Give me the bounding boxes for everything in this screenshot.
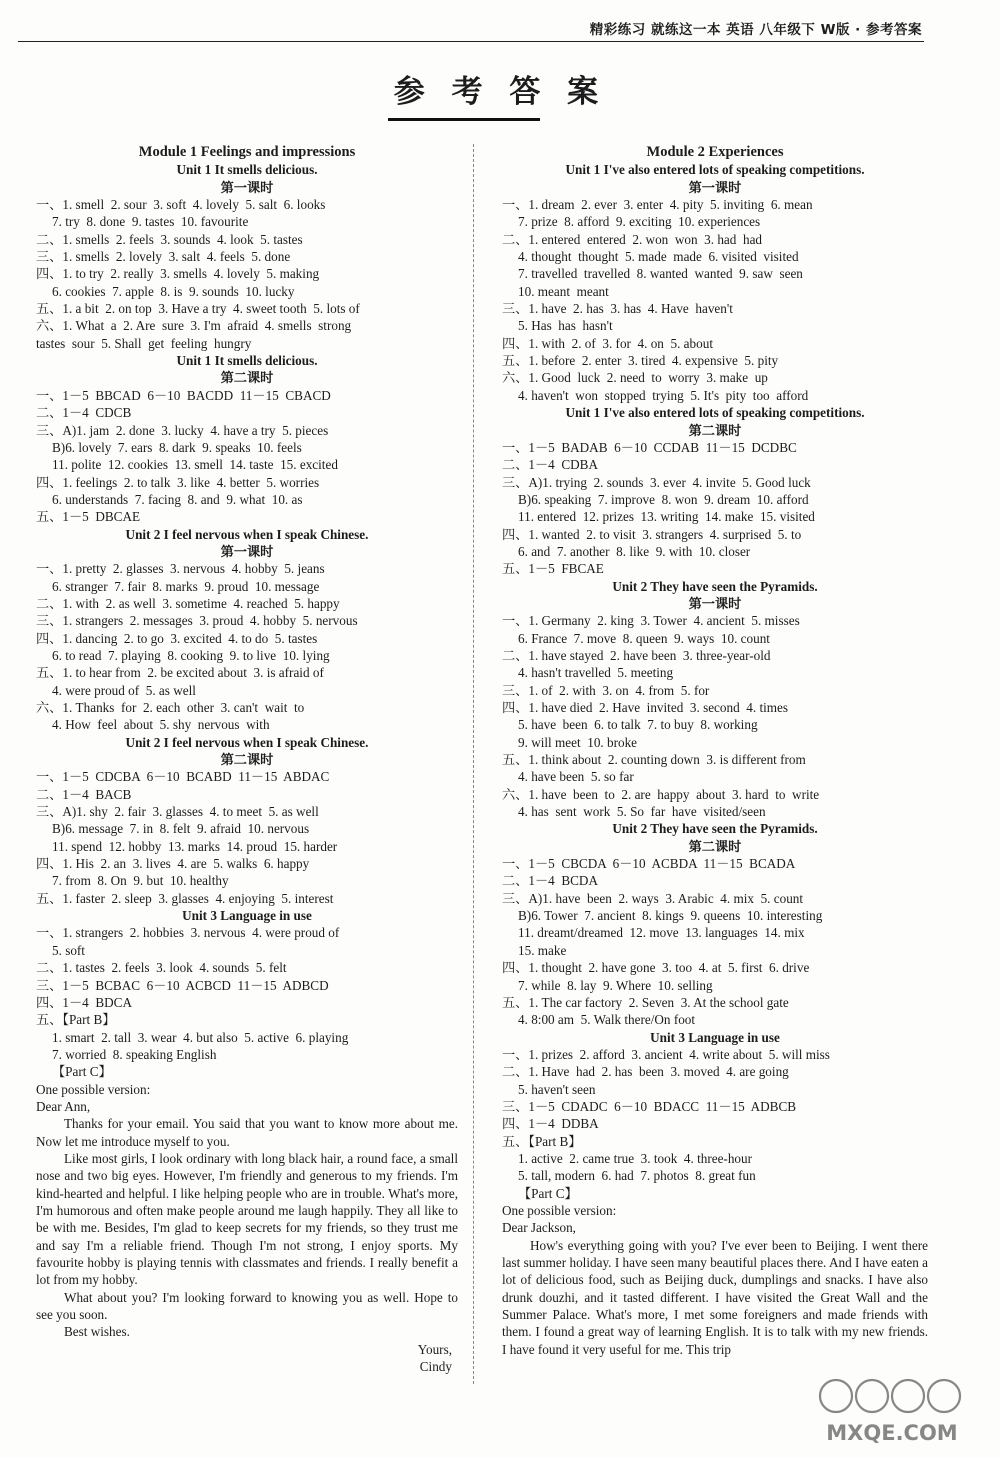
answer-line: 【Part C】	[518, 1185, 578, 1201]
answer-line: Dear Ann,	[36, 1098, 91, 1114]
answer-line: 10. meant meant	[518, 283, 609, 299]
answer-line: 五、1－5 FBCAE	[502, 561, 604, 577]
answer-line: 4. hasn't travelled 5. meeting	[518, 665, 674, 681]
answer-line: 一、1. prizes 2. afford 3. ancient 4. write about 5. will miss	[502, 1046, 830, 1062]
answer-line: 四、1. have died 2. Have invited 3. second 4. times	[502, 700, 789, 715]
section-heading: 第二课时	[220, 370, 274, 386]
answer-line: 三、1. smells 2. lovely 3. salt 4. feels 5. done	[36, 249, 291, 265]
answer-line: 三、1. of 2. with 3. on 4. from 5. for	[502, 682, 710, 698]
answer-line: 5. have been 6. to talk 7. to buy 8. working	[518, 717, 758, 733]
answer-line: 五、1. The car factory 2. Seven 3. At the school gate	[502, 994, 789, 1010]
section-heading: Module 2 Experiences	[646, 144, 784, 160]
answer-line: 1. active 2. came true 3. took 4. three-hour	[518, 1150, 752, 1166]
answer-line: 4. thought thought 5. made made 6. visited visited	[518, 249, 799, 265]
section-heading: 第一课时	[220, 543, 274, 559]
section-heading: Unit 3 Language in use	[182, 908, 312, 924]
answer-line: 五、1. before 2. enter 3. tired 4. expensive 5. pity	[502, 353, 779, 369]
section-heading: Unit 3 Language in use	[650, 1029, 780, 1045]
answer-line: 5. tall, modern 6. had 7. photos 8. great fun	[518, 1168, 756, 1184]
section-heading: 第二课时	[688, 838, 742, 854]
answer-line: 二、1. with 2. as well 3. sometime 4. reached 5. happy	[36, 595, 340, 611]
answer-line: B)6. lovely 7. ears 8. dark 9. speaks 10. feels	[52, 439, 302, 455]
section-heading: Unit 1 It smells delicious.	[176, 162, 318, 178]
answer-line: 4. How feel about 5. shy nervous with	[52, 717, 270, 733]
answer-line: 6. cookies 7. apple 8. is 9. sounds 10. lucky	[52, 283, 295, 299]
answer-line: 四、1. to try 2. really 3. smells 4. lovely 5. making	[36, 266, 320, 282]
answer-line: 6. France 7. move 8. queen 9. ways 10. count	[518, 630, 770, 646]
answer-line: 五、【Part B】	[36, 1012, 116, 1028]
answer-line: 五、1－5 DBCAE	[36, 509, 141, 525]
answer-line: 1. smart 2. tall 3. wear 4. but also 5. active 6. playing	[52, 1029, 349, 1045]
answer-line: 五、【Part B】	[502, 1133, 582, 1149]
answer-line: 三、1－5 CDADC 6－10 BDACC 11－15 ADBCB	[502, 1098, 797, 1114]
section-heading: Unit 2 I feel nervous when I speak Chinese.	[125, 526, 369, 542]
answer-line: 一、1. smell 2. sour 3. soft 4. lovely 5. salt 6. looks	[36, 197, 326, 213]
answer-line: 11. polite 12. cookies 13. smell 14. taste 15. excited	[52, 457, 338, 473]
answer-line: tastes sour 5. Shall get feeling hungry	[36, 335, 252, 351]
answer-line: 五、1. to hear from 2. be excited about 3. is afraid of	[36, 665, 324, 681]
answer-line: 11. dreamt/dreamed 12. move 13. languages 14. mix	[518, 925, 805, 941]
section-heading: 第二课时	[688, 422, 742, 438]
left-column	[36, 144, 458, 1375]
answer-line: 一、1. Germany 2. king 3. Tower 4. ancient 5. misses	[502, 613, 800, 629]
answer-line: 4. were proud of 5. as well	[52, 682, 196, 698]
answer-line: 四、1. His 2. an 3. lives 4. are 5. walks 6. happy	[36, 856, 310, 872]
answer-line: One possible version:	[502, 1202, 617, 1218]
answer-line: 四、1. with 2. of 3. for 4. on 5. about	[502, 335, 713, 351]
essay-paragraph: What about you? I'm looking forward to knowing you as well. Hope to see you soon.	[36, 1289, 458, 1323]
answer-line: 7. travelled travelled 8. wanted wanted 9. saw seen	[518, 266, 803, 282]
answer-line: 一、1－5 BADAB 6－10 CCDAB 11－15 DCDBC	[502, 439, 797, 455]
section-heading: Unit 2 They have seen the Pyramids.	[612, 578, 818, 594]
answer-line: 二、1－4 BACB	[36, 786, 132, 802]
right-column	[502, 144, 928, 1358]
answer-line: 二、1. Have had 2. has been 3. moved 4. are going	[502, 1064, 789, 1080]
header-rule	[18, 41, 924, 42]
answer-line: 11. spend 12. hobby 13. marks 14. proud 15. harder	[52, 838, 338, 854]
answer-line: 4. haven't won stopped trying 5. It's pity too afford	[518, 387, 809, 403]
page-title: 参 考 答 案	[393, 74, 607, 110]
answer-line: 二、1－4 CDCB	[36, 405, 132, 421]
answer-line: 5. soft	[52, 942, 85, 958]
answer-line: Dear Jackson,	[502, 1220, 576, 1236]
section-heading: Module 1 Feelings and impressions	[138, 144, 356, 160]
answer-line: B)6. Tower 7. ancient 8. kings 9. queens 10. interesting	[518, 908, 823, 924]
answer-line: 五、1. a bit 2. on top 3. Have a try 4. sweet tooth 5. lots of	[36, 301, 360, 317]
answer-line: B)6. message 7. in 8. felt 9. afraid 10. nervous	[52, 821, 310, 837]
answer-line: 一、1－5 BBCAD 6－10 BACDD 11－15 CBACD	[36, 387, 331, 403]
answer-line: 四、1－4 DDBA	[502, 1116, 599, 1132]
essay-paragraph: Thanks for your email. You said that you want to know more about me. Now let me introduce myself to you.	[36, 1116, 458, 1149]
answer-line: 6. stranger 7. fair 8. marks 9. proud 10. message	[52, 578, 320, 594]
answer-line: 6. and 7. another 8. like 9. with 10. closer	[518, 543, 751, 559]
svg-text:MXQE.COM: MXQE.COM	[826, 1421, 958, 1445]
answer-line: 六、1. Good luck 2. need to worry 3. make up	[502, 370, 768, 386]
signature-line: Cindy	[419, 1359, 452, 1375]
answer-line: 二、1. have stayed 2. have been 3. three-year-old	[502, 647, 771, 663]
answer-line: 五、1. think about 2. counting down 3. is different from	[502, 752, 806, 768]
answer-line: 二、1. tastes 2. feels 3. look 4. sounds 5. felt	[36, 960, 287, 976]
answer-line: 一、1－5 CDCBA 6－10 BCABD 11－15 ABDAC	[36, 769, 330, 785]
running-header: 精彩练习 就练这一本 英语 八年级下 W版 · 参考答案	[589, 22, 922, 38]
answer-line: 三、1－5 BCBAC 6－10 ACBCD 11－15 ADBCD	[36, 977, 329, 993]
answer-line: 六、1. What a 2. Are sure 3. I'm afraid 4. smells strong	[36, 318, 352, 334]
answer-line: 四、1. wanted 2. to visit 3. strangers 4. surprised 5. to	[502, 526, 802, 542]
signature-line: Yours,	[417, 1341, 452, 1357]
answer-line: 【Part C】	[52, 1064, 112, 1080]
site-watermark-logo	[806, 1370, 978, 1450]
answer-line: 7. while 8. lay 9. Where 10. selling	[518, 977, 713, 993]
answer-line: 7. prize 8. afford 9. exciting 10. experiences	[518, 214, 761, 230]
answer-line: 一、1. dream 2. ever 3. enter 4. pity 5. inviting 6. mean	[502, 197, 813, 213]
answer-line: 三、A)1. shy 2. fair 3. glasses 4. to meet 5. as well	[36, 804, 319, 820]
answer-line: 六、1. Thanks for 2. each other 3. can't wait to	[36, 700, 305, 715]
answer-line: 6. understands 7. facing 8. and 9. what 10. as	[52, 491, 303, 507]
answer-line: 4. have been 5. so far	[518, 769, 634, 785]
section-heading: Unit 2 I feel nervous when I speak Chinese.	[125, 734, 369, 750]
answer-line: One possible version:	[36, 1081, 151, 1097]
section-heading: Unit 1 It smells delicious.	[176, 353, 318, 369]
section-heading: Unit 1 I've also entered lots of speaking competitions.	[565, 405, 865, 421]
answer-line: 5. Has has hasn't	[518, 318, 613, 334]
answer-line: 六、1. have been to 2. are happy about 3. hard to write	[502, 786, 820, 802]
answer-line: 四、1. dancing 2. to go 3. excited 4. to do 5. tastes	[36, 630, 318, 646]
answer-line: 一、1. strangers 2. hobbies 3. nervous 4. were proud of	[36, 925, 340, 941]
answer-line: 9. will meet 10. broke	[518, 734, 638, 750]
answer-line: B)6. speaking 7. improve 8. won 9. dream 10. afford	[518, 491, 809, 507]
section-heading: 第一课时	[220, 179, 274, 195]
answer-line: 11. entered 12. prizes 13. writing 14. make 15. visited	[518, 509, 815, 525]
answer-line: 二、1－4 CDBA	[502, 457, 598, 473]
answer-line: 四、1－4 BDCA	[36, 994, 132, 1010]
section-heading: 第二课时	[220, 752, 274, 768]
answer-line: 5. haven't seen	[518, 1081, 596, 1097]
answer-line: 二、1. smells 2. feels 3. sounds 4. look 5. tastes	[36, 231, 303, 247]
answer-line: 三、A)1. have been 2. ways 3. Arabic 4. mix 5. count	[502, 890, 804, 906]
answer-line: 二、1－4 BCDA	[502, 873, 598, 889]
answer-line: 7. worried 8. speaking English	[52, 1046, 217, 1062]
section-heading: Unit 2 They have seen the Pyramids.	[612, 821, 818, 837]
section-heading: 第一课时	[688, 595, 742, 611]
answer-line: 一、1－5 CBCDA 6－10 ACBDA 11－15 BCADA	[502, 856, 796, 872]
title-underline	[388, 118, 540, 121]
answer-line: 4. 8:00 am 5. Walk there/On foot	[518, 1012, 696, 1028]
answer-line: 三、1. have 2. has 3. has 4. Have haven't	[502, 301, 733, 317]
answer-line: 4. has sent work 5. So far have visited/seen	[518, 804, 766, 820]
answer-line: 三、1. strangers 2. messages 3. proud 4. hobby 5. nervous	[36, 613, 358, 629]
column-divider	[473, 144, 474, 1384]
answer-line: 7. try 8. done 9. tastes 10. favourite	[52, 214, 249, 230]
essay-paragraph: Best wishes.	[64, 1324, 130, 1340]
answer-line: 15. make	[518, 942, 567, 958]
essay-paragraph: How's everything going with you? I've ever been to Beijing. I went there last summer holiday. I have seen many beautiful places there. And I have eaten a lot of delicious food, such as Beijing duck, dumplings and snacks. I have also drunk douzhi, and it tasted different. I have visited the Great Wall and the Summer Palace. What's more, I met some foreigners and made friends with them. I found a great way of learning English. It is to talk with my new friends. I have found it very useful for me. This trip	[502, 1237, 928, 1357]
section-heading: Unit 1 I've also entered lots of speaking competitions.	[565, 162, 865, 178]
answer-line: 四、1. thought 2. have gone 3. too 4. at 5. first 6. drive	[502, 960, 810, 976]
essay-paragraph: Like most girls, I look ordinary with long black hair, a round face, a small nose and two big eyes. However, I'm friendly and generous to my friends. I'm kind-hearted and helpful. I like helping people who are in trouble. What's more, I'm humorous and often make people around me laugh happily. They all like to be with me. Besides, I'm glad to keep secrets for my friends, so they trust me and say I'm a reliable friend. Though I'm not strong, I enjoy sports. My favourite hobby is playing tennis with classmates and friends. I really benefit a lot from my hobby.	[36, 1150, 458, 1288]
answer-line: 7. from 8. On 9. but 10. healthy	[52, 873, 229, 889]
answer-line: 三、A)1. trying 2. sounds 3. ever 4. invite 5. Good luck	[502, 474, 811, 490]
answer-line: 三、A)1. jam 2. done 3. lucky 4. have a try 5. pieces	[36, 422, 329, 438]
answer-line: 一、1. pretty 2. glasses 3. nervous 4. hobby 5. jeans	[36, 561, 325, 577]
answer-line: 二、1. entered entered 2. won won 3. had had	[502, 231, 763, 247]
section-heading: 第一课时	[688, 179, 742, 195]
answer-line: 6. to read 7. playing 8. cooking 9. to live 10. lying	[52, 647, 330, 663]
answer-line: 四、1. feelings 2. to talk 3. like 4. better 5. worries	[36, 474, 320, 490]
answer-line: 五、1. faster 2. sleep 3. glasses 4. enjoying 5. interest	[36, 890, 334, 906]
